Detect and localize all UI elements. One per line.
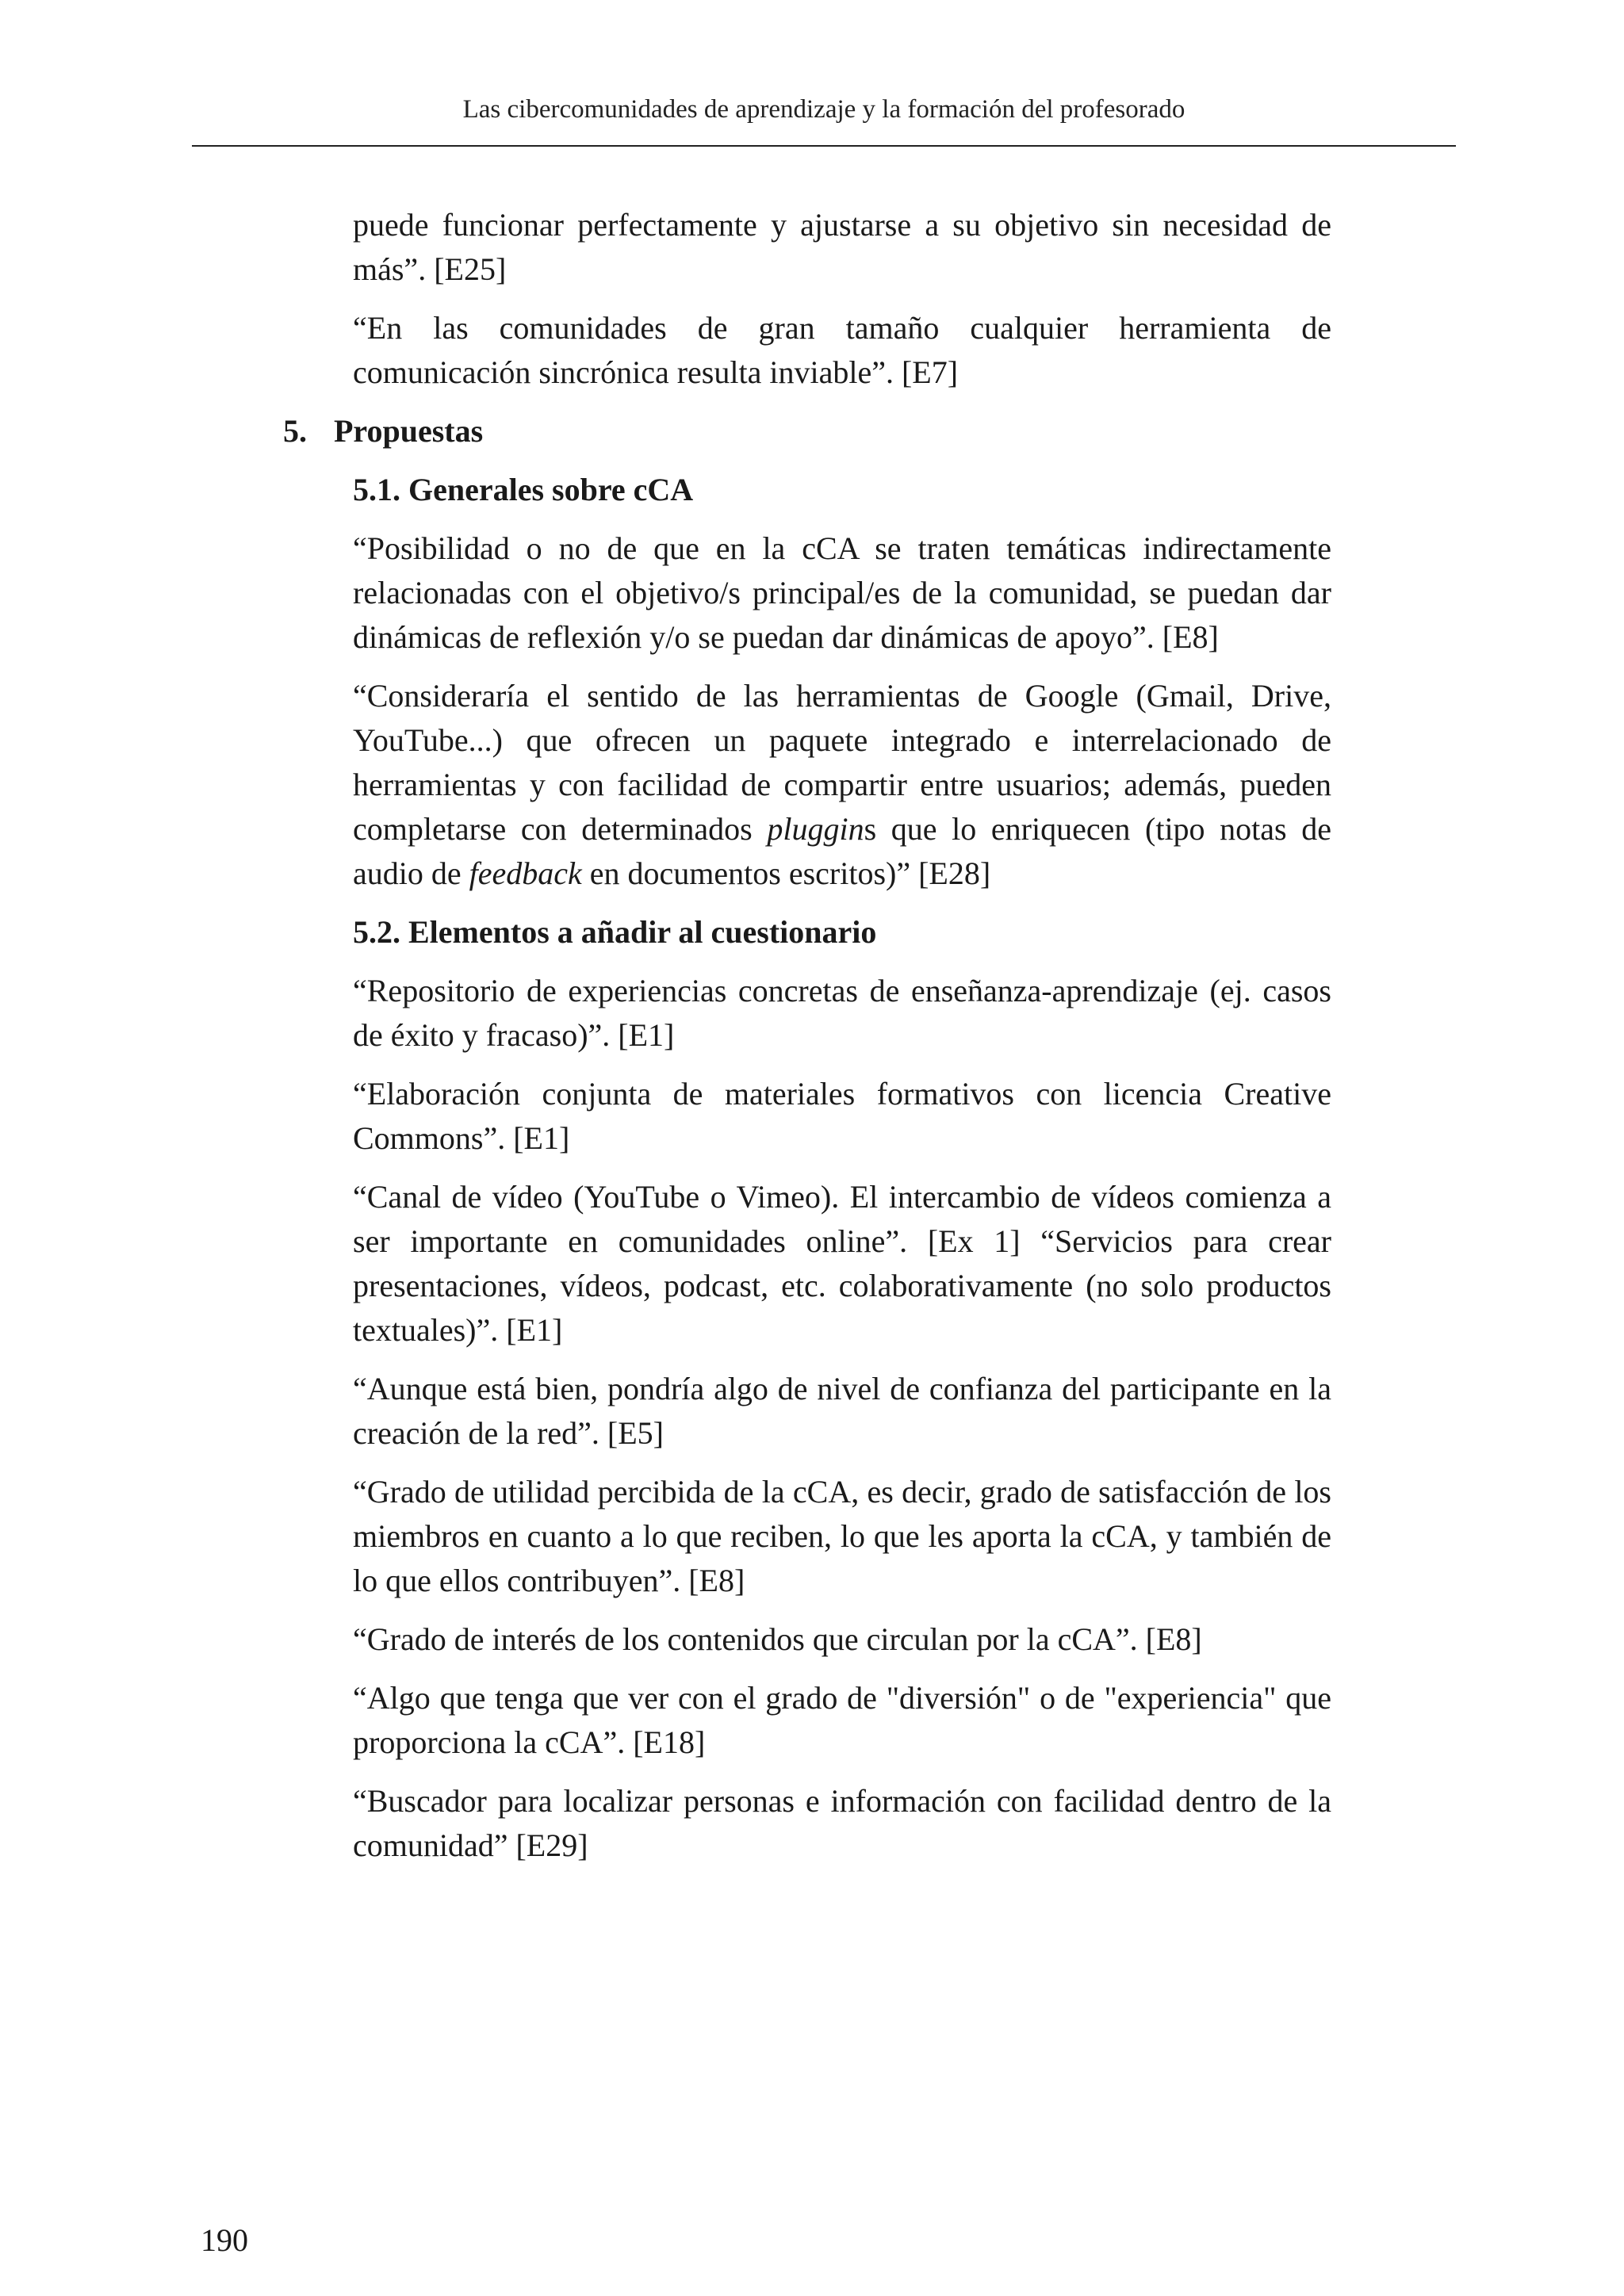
page-body xyxy=(283,203,1331,1882)
section-number: 5. xyxy=(283,413,307,449)
italic-term: feedback xyxy=(469,855,582,891)
running-header: Las cibercomunidades de aprendizaje y la formación del profesorado xyxy=(462,95,1185,124)
text-run: “Consideraría el sentido de las herramientas de Google (Gmail, Drive, YouTube...) que ofrecen un paquete integrado e interrelacionado de herramientas y con facilidad de compartir entre usuarios; además, pueden completarse con determinados xyxy=(353,678,1331,847)
subsection-heading: 5.2. Elementos a añadir al cuestionario xyxy=(353,914,877,950)
body-paragraph: “Repositorio de experiencias concretas de enseñanza-aprendizaje (ej. casos de éxito y fracaso)”. [E1] xyxy=(353,973,1331,1053)
italic-term: pluggin xyxy=(767,811,864,847)
body-paragraph: “Grado de utilidad percibida de la cCA, es decir, grado de satisfacción de los miembros en cuanto a lo que reciben, lo que les aporta la cCA, y también de lo que ellos contribuyen”. [E8] xyxy=(353,1474,1331,1598)
body-paragraph: “Posibilidad o no de que en la cCA se traten temáticas indirectamente relacionadas con el objetivo/s principal/es de la comunidad, se puedan dar dinámicas de reflexión y/o se puedan dar dinámicas de apoyo”. [E8] xyxy=(353,530,1331,655)
body-paragraph: “Elaboración conjunta de materiales formativos con licencia Creative Commons”. [E1] xyxy=(353,1076,1331,1156)
body-paragraph: “Grado de interés de los contenidos que circulan por la cCA”. [E8] xyxy=(353,1621,1202,1657)
body-paragraph: “Algo que tenga que ver con el grado de "diversión" o de "experiencia" que proporciona la cCA”. [E18] xyxy=(353,1680,1331,1760)
body-paragraph: “Buscador para localizar personas e información con facilidad dentro de la comunidad” [E29] xyxy=(353,1783,1331,1863)
header-rule xyxy=(192,145,1456,147)
text-run: en documentos escritos)” [E28] xyxy=(581,855,991,891)
text-run: s que lo enriquecen (tipo notas de audio de xyxy=(353,811,1331,891)
subsection-heading: 5.1. Generales sobre cCA xyxy=(353,472,694,507)
body-paragraph: “Aunque está bien, pondría algo de nivel de confianza del participante en la creación de la red”. [E5] xyxy=(353,1371,1331,1451)
body-paragraph: puede funcionar perfectamente y ajustarse a su objetivo sin necesidad de más”. [E25] xyxy=(353,207,1331,287)
page-number: 190 xyxy=(201,2222,248,2258)
section-title: Propuestas xyxy=(334,413,484,449)
body-paragraph: “Canal de vídeo (YouTube o Vimeo). El intercambio de vídeos comienza a ser importante en comunidades online”. [Ex 1] “Servicios para crear presentaciones, vídeos, podcast, etc. colaborativamente (no solo productos textuales)”. [E1] xyxy=(353,1179,1331,1348)
body-paragraph-mixed xyxy=(353,674,1331,896)
body-paragraph: “En las comunidades de gran tamaño cualquier herramienta de comunicación sincrónica resulta inviable”. [E7] xyxy=(353,310,1331,390)
section-heading xyxy=(283,409,1331,453)
